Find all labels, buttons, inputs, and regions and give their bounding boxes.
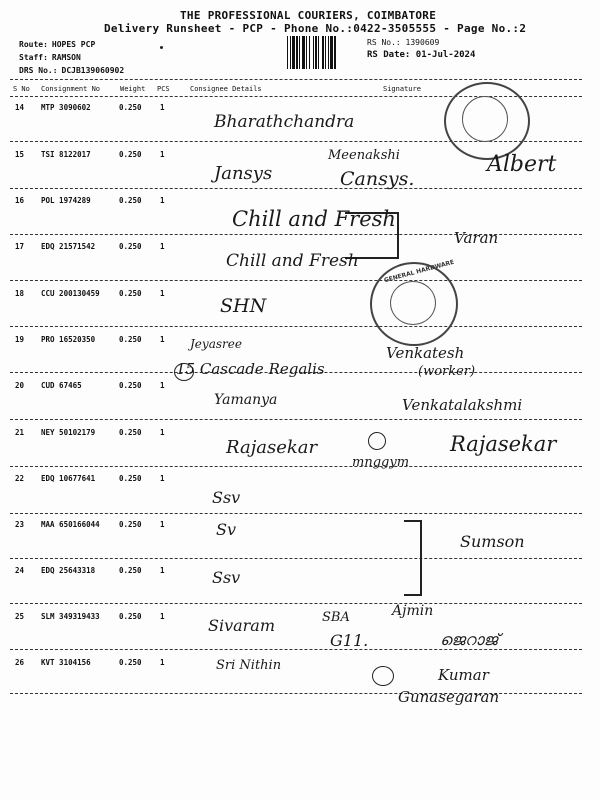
barcode-bar (292, 36, 295, 69)
barcode-bar (322, 36, 324, 69)
rs-no-label: RS No.: (367, 38, 401, 47)
row-rule (10, 513, 582, 514)
route-label: Route: (19, 40, 48, 49)
barcode-image (286, 36, 360, 69)
rs-date-label: RS Date: (367, 50, 411, 60)
handwriting: Rajasekar (226, 437, 318, 458)
col-header-sno: S No (13, 85, 30, 93)
row-consignment: CCU 200130459 (41, 289, 100, 298)
rs-no-line (367, 38, 439, 47)
rubber-stamp-top-inner (462, 96, 508, 142)
row-consignment: PRO 16520350 (41, 335, 96, 344)
row-consignment: CUD 67465 (41, 381, 82, 390)
row-sno: 16 (15, 196, 25, 205)
company-title: THE PROFESSIONAL COURIERS, COIMBATORE (180, 9, 437, 22)
rs-date-value: 01-Jul-2024 (415, 50, 476, 60)
barcode-bar (296, 36, 298, 69)
row-pcs: 1 (160, 242, 165, 251)
row-sno: 25 (15, 612, 25, 621)
stray-dot (160, 46, 163, 49)
handwriting: Sumson (460, 532, 525, 551)
handwriting: Venkatesh (386, 344, 465, 362)
barcode-bar (313, 36, 314, 69)
handwriting: Sri Nithin (216, 658, 282, 673)
handwriting: Gunasegaran (398, 688, 500, 706)
staff-label: Staff: (19, 53, 48, 62)
row-pcs: 1 (160, 335, 165, 344)
handwriting: Yamanya (214, 392, 278, 408)
row-consignment: POL 1974289 (41, 196, 91, 205)
handwriting: Ssv (212, 488, 241, 507)
handwriting: Meenakshi (328, 148, 400, 163)
handwriting: Chill and Fresh (226, 251, 359, 271)
barcode-bar (306, 36, 307, 69)
row-weight: 0.250 (119, 196, 142, 205)
row-consignment: EDQ 10677641 (41, 474, 96, 483)
table-row (0, 474, 600, 514)
handwriting: Jansys (214, 163, 273, 184)
handwriting: Kumar (438, 666, 489, 684)
handwriting: Jeyasree (190, 337, 242, 351)
col-header-pcs: PCS (157, 85, 170, 93)
handwriting: Sv (216, 520, 236, 539)
handwriting: (worker) (418, 364, 476, 379)
table-row (0, 289, 600, 329)
pen-bracket-23-24 (404, 520, 422, 596)
handwriting: SHN (220, 295, 267, 317)
row-pcs: 1 (160, 566, 165, 575)
row-pcs: 1 (160, 658, 165, 667)
row-sno: 19 (15, 335, 25, 344)
barcode-bar (328, 36, 329, 69)
staff-line (19, 53, 81, 62)
row-weight: 0.250 (119, 566, 142, 575)
row-weight: 0.250 (119, 658, 142, 667)
barcode-bar (290, 36, 291, 69)
row-weight: 0.250 (119, 150, 142, 159)
pen-circle-mark (372, 666, 394, 686)
row-consignment: KVT 3104156 (41, 658, 91, 667)
barcode-bar (325, 36, 326, 69)
drs-line (19, 66, 124, 75)
row-pcs: 1 (160, 520, 165, 529)
row-consignment: EDQ 21571542 (41, 242, 96, 251)
row-weight: 0.250 (119, 474, 142, 483)
barcode-bar (318, 36, 319, 69)
row-sno: 22 (15, 474, 25, 483)
row-sno: 23 (15, 520, 25, 529)
row-sno: 26 (15, 658, 25, 667)
row-weight: 0.250 (119, 242, 142, 251)
row-weight: 0.250 (119, 335, 142, 344)
handwriting: Rajasekar (450, 432, 557, 456)
row-sno: 15 (15, 150, 25, 159)
row-pcs: 1 (160, 428, 165, 437)
row-rule (10, 603, 582, 604)
row-rule (10, 419, 582, 420)
row-consignment: MAA 650166044 (41, 520, 100, 529)
staff-value: RAMSON (51, 53, 81, 62)
handwriting: Ajmin (392, 603, 434, 619)
barcode-bar (302, 36, 305, 69)
row-pcs: 1 (160, 612, 165, 621)
table-row (0, 566, 600, 606)
row-pcs: 1 (160, 150, 165, 159)
row-rule (10, 326, 582, 327)
handwriting: Bharathchandra (214, 112, 355, 132)
barcode-bar (315, 36, 317, 69)
barcode-bar (287, 36, 288, 69)
handwriting: ജെറാജ് (440, 630, 499, 649)
row-sno: 20 (15, 381, 25, 390)
drs-label: DRS No.: (19, 66, 58, 75)
handwriting: mnggym (352, 455, 410, 470)
row-sno: 14 (15, 103, 25, 112)
table-row (0, 658, 600, 698)
pen-circle-mark (368, 432, 386, 450)
handwriting: SBA (322, 610, 350, 625)
runsheet-title: Delivery Runsheet - PCP - Phone No.:0422-3505555 - Page No.:2 (104, 22, 527, 35)
row-weight: 0.250 (119, 289, 142, 298)
row-sno: 24 (15, 566, 25, 575)
row-weight: 0.250 (119, 381, 142, 390)
row-pcs: 1 (160, 103, 165, 112)
row-weight: 0.250 (119, 103, 142, 112)
barcode-bar (330, 36, 333, 69)
handwriting: Ssv (212, 568, 241, 587)
barcode-bar (309, 36, 310, 69)
route-line (19, 40, 95, 49)
handwriting: Varan (454, 229, 499, 247)
rs-date-line (367, 50, 475, 60)
barcode-bar (334, 36, 336, 69)
route-value: HOPES PCP (51, 40, 96, 49)
row-pcs: 1 (160, 474, 165, 483)
handwriting: Albert (487, 152, 557, 177)
col-header-signature: Signature (383, 85, 421, 93)
row-pcs: 1 (160, 381, 165, 390)
col-header-consignment: Consignment No (41, 85, 101, 93)
row-pcs: 1 (160, 196, 165, 205)
rs-no-value: 1390609 (405, 38, 440, 47)
row-consignment: EDQ 25643318 (41, 566, 96, 575)
row-rule (10, 188, 582, 189)
row-consignment: TSI 8122017 (41, 150, 91, 159)
rubber-stamp-hardware-inner (390, 281, 436, 325)
col-header-consignee: Consignee Details (190, 85, 262, 93)
row-sno: 18 (15, 289, 25, 298)
row-weight: 0.250 (119, 428, 142, 437)
table-row (0, 612, 600, 652)
col-header-weight: Weight (120, 85, 146, 93)
row-consignment: NEY 50102179 (41, 428, 96, 437)
handwriting: 15 Cascade Regalis (176, 360, 325, 378)
row-sno: 17 (15, 242, 25, 251)
handwriting: Chill and Fresh (232, 207, 396, 231)
handwriting: Sivaram (208, 616, 276, 635)
header-top-rule (10, 79, 582, 80)
barcode-bar (299, 36, 300, 69)
handwriting: G11. (330, 631, 369, 650)
handwriting: Venkatalakshmi (402, 396, 523, 414)
row-consignment: MTP 3090602 (41, 103, 91, 112)
row-pcs: 1 (160, 289, 165, 298)
stamp-hardware-lettering: GENERAL HARDWARE (383, 258, 455, 285)
row-consignment: SLM 349319433 (41, 612, 100, 621)
row-weight: 0.250 (119, 612, 142, 621)
row-sno: 21 (15, 428, 25, 437)
drs-value: DCJB139060902 (61, 66, 125, 75)
handwriting: Cansys. (340, 168, 415, 190)
row-rule (10, 280, 582, 281)
row-rule (10, 466, 582, 467)
row-weight: 0.250 (119, 520, 142, 529)
row-rule (10, 558, 582, 559)
